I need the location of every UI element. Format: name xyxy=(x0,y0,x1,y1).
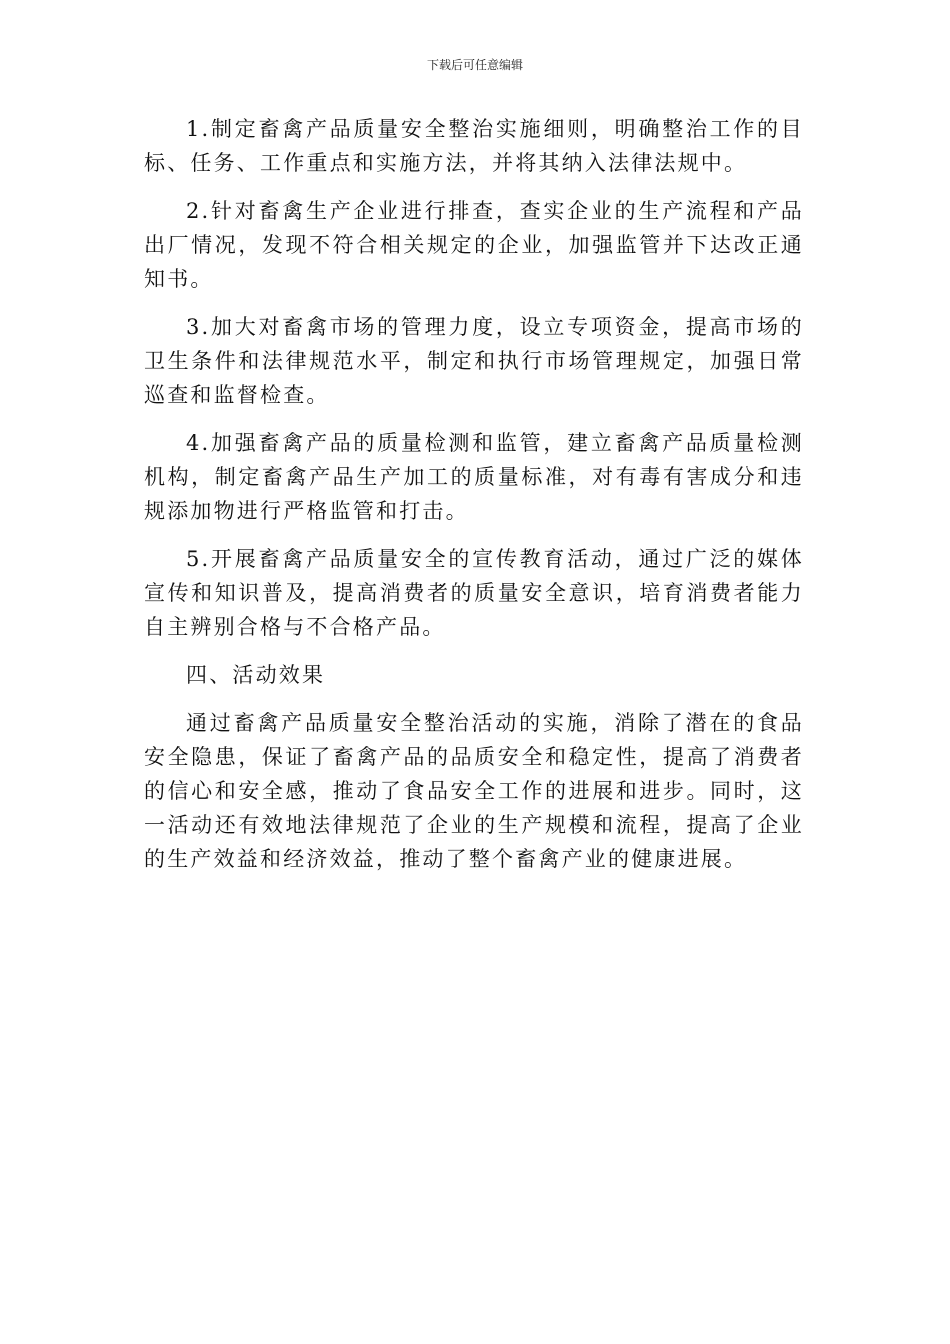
effect-paragraph: 通过畜禽产品质量安全整治活动的实施，消除了潜在的食品安全隐患，保证了畜禽产品的品质安全和稳定性，提高了消费者的信心和安全感，推动了食品安全工作的进展和进步。同时，这一活动还有效地法律规范了企业的生产规模和流程，提高了企业的生产效益和经济效益，推动了整个畜禽产业的健康进展。 xyxy=(144,711,804,871)
measure-item-4: 4.加强畜禽产品的质量检测和监管，建立畜禽产品质量检测机构，制定畜禽产品生产加工的质量标准，对有毒有害成分和违规添加物进行严格监管和打击。 xyxy=(144,431,804,523)
measure-item-3: 3.加大对畜禽市场的管理力度，设立专项资金，提高市场的卫生条件和法律规范水平，制定和执行市场管理规定，加强日常巡查和监督检查。 xyxy=(144,315,804,407)
measure-item-2: 2.针对畜禽生产企业进行排查，查实企业的生产流程和产品出厂情况，发现不符合相关规定的企业，加强监管并下达改正通知书。 xyxy=(144,199,804,291)
section-heading: 四、活动效果 xyxy=(186,663,326,687)
page-header: 下载后可任意编辑 xyxy=(426,58,523,72)
document-body xyxy=(144,112,804,890)
measure-item-5: 5.开展畜禽产品质量安全的宣传教育活动，通过广泛的媒体宣传和知识普及，提高消费者的质量安全意识，培育消费者能力自主辨别合格与不合格产品。 xyxy=(144,547,804,639)
measure-item-1: 1.制定畜禽产品质量安全整治实施细则，明确整治工作的目标、任务、工作重点和实施方法，并将其纳入法律法规中。 xyxy=(144,117,804,175)
